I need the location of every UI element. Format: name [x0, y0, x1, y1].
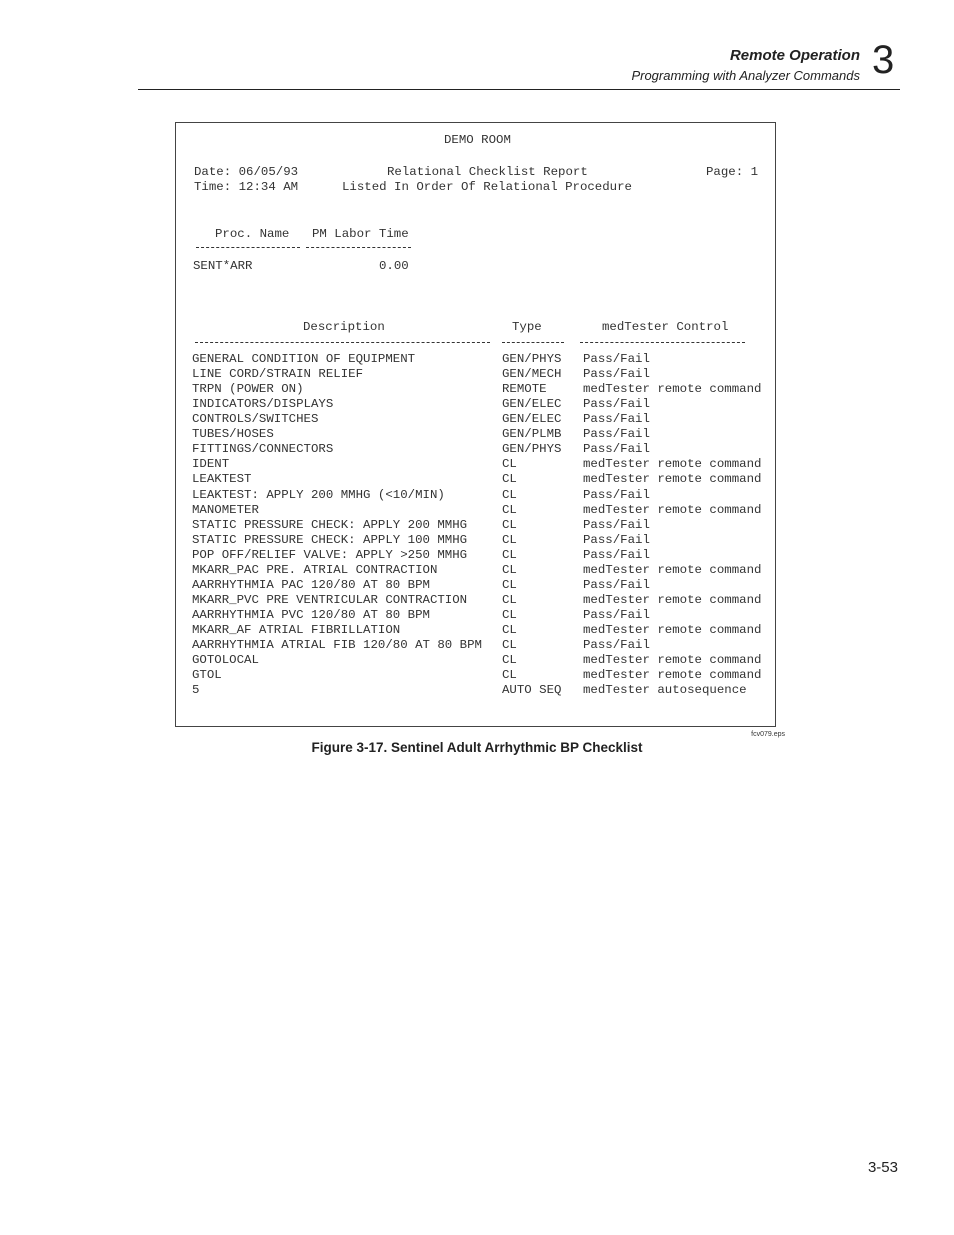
row-control: Pass/Fail: [583, 577, 650, 592]
row-type: GEN/ELEC: [502, 412, 562, 427]
row-type: CL: [502, 517, 517, 532]
chapter-number: 3: [872, 38, 895, 82]
row-description: MKARR_PVC PRE VENTRICULAR CONTRACTION: [192, 592, 468, 607]
row-description: LEAKTEST: [192, 472, 252, 487]
row-control: medTester remote command: [583, 502, 762, 517]
row-type: AUTO SEQ: [502, 683, 562, 698]
row-control: medTester remote command: [583, 562, 762, 577]
row-description: AARRHYTHMIA PAC 120/80 AT 80 BPM: [192, 577, 430, 592]
row-description: AARRHYTHMIA ATRIAL FIB 120/80 AT 80 BPM: [192, 638, 482, 652]
row-type: CL: [502, 547, 517, 562]
row-control: Pass/Fail: [583, 638, 650, 652]
row-control: Pass/Fail: [583, 367, 650, 382]
row-description: MKARR_AF ATRIAL FIBRILLATION: [192, 622, 401, 637]
control-underline: [580, 342, 745, 343]
row-control: medTester remote command: [583, 382, 762, 397]
row-description: FITTINGS/CONNECTORS: [192, 442, 334, 457]
labor-time-underline: [306, 247, 411, 248]
proc-name-underline: [196, 247, 300, 248]
report-subtitle: Listed In Order Of Relational Procedure: [342, 180, 632, 194]
row-control: Pass/Fail: [583, 517, 650, 532]
description-header: Description: [303, 320, 385, 334]
row-type: CL: [502, 532, 517, 547]
row-type: GEN/PLMB: [502, 427, 562, 442]
row-type: GEN/PHYS: [502, 442, 562, 457]
row-description: LEAKTEST: APPLY 200 MMHG (<10/MIN): [192, 487, 445, 502]
report-date: Date: 06/05/93: [194, 165, 299, 179]
figure-file-id: fcv079.eps: [751, 731, 785, 738]
report-time: Time: 12:34 AM: [194, 180, 299, 194]
row-description: TUBES/HOSES: [192, 427, 274, 442]
row-description: STATIC PRESSURE CHECK: APPLY 100 MMHG: [192, 532, 468, 547]
header-rule: [138, 89, 900, 90]
page-number: 3-53: [867, 1159, 898, 1176]
row-control: medTester remote command: [583, 653, 762, 667]
row-control: medTester remote command: [583, 592, 762, 607]
section-title: Remote Operation: [729, 47, 860, 64]
report-title: Relational Checklist Report: [387, 165, 588, 179]
report-figure: [175, 122, 776, 727]
row-description: LINE CORD/STRAIN RELIEF: [192, 367, 364, 382]
row-description: AARRHYTHMIA PVC 120/80 AT 80 BPM: [192, 607, 430, 622]
row-control: Pass/Fail: [583, 547, 650, 562]
row-control: Pass/Fail: [583, 352, 650, 366]
row-description: IDENT: [192, 457, 230, 472]
pm-labor-time-header: PM Labor Time: [312, 227, 409, 241]
row-description: 5: [192, 683, 200, 698]
row-control: medTester remote command: [583, 622, 762, 637]
row-type: CL: [502, 668, 517, 682]
row-description: INDICATORS/DISPLAYS: [192, 397, 334, 412]
labor-time-value: 0.00: [379, 259, 409, 273]
row-description: GOTOLOCAL: [192, 653, 259, 667]
row-control: medTester remote command: [583, 457, 762, 472]
row-description: POP OFF/RELIEF VALVE: APPLY >250 MMHG: [192, 547, 468, 562]
row-description: MKARR_PAC PRE. ATRIAL CONTRACTION: [192, 562, 438, 577]
section-subtitle: Programming with Analyzer Commands: [631, 68, 860, 83]
row-control: Pass/Fail: [583, 427, 650, 442]
report-page: Page: 1: [706, 165, 759, 179]
report-site: DEMO ROOM: [444, 133, 511, 147]
row-type: GEN/PHYS: [502, 352, 562, 366]
row-type: CL: [502, 457, 517, 472]
row-control: Pass/Fail: [583, 412, 650, 427]
row-control: Pass/Fail: [583, 442, 650, 457]
type-header: Type: [512, 320, 542, 334]
proc-name-value: SENT*ARR: [193, 259, 253, 273]
row-type: GEN/ELEC: [502, 397, 562, 412]
row-description: MANOMETER: [192, 502, 259, 517]
row-description: GTOL: [192, 668, 222, 682]
row-type: CL: [502, 592, 517, 607]
row-type: CL: [502, 472, 517, 487]
row-control: Pass/Fail: [583, 532, 650, 547]
proc-name-header: Proc. Name: [215, 227, 290, 241]
row-control: medTester autosequence: [583, 683, 747, 698]
row-description: GENERAL CONDITION OF EQUIPMENT: [192, 352, 416, 366]
row-control: Pass/Fail: [583, 487, 650, 502]
row-description: CONTROLS/SWITCHES: [192, 412, 319, 427]
row-control: medTester remote command: [583, 668, 762, 682]
row-type: CL: [502, 622, 517, 637]
figure-caption: Figure 3-17. Sentinel Adult Arrhythmic BP Checklist: [311, 740, 643, 755]
row-type: CL: [502, 577, 517, 592]
row-description: STATIC PRESSURE CHECK: APPLY 200 MMHG: [192, 517, 468, 532]
row-control: Pass/Fail: [583, 607, 650, 622]
row-type: CL: [502, 638, 517, 652]
row-type: CL: [502, 487, 517, 502]
row-description: TRPN (POWER ON): [192, 382, 304, 397]
type-underline: [502, 342, 564, 343]
row-type: CL: [502, 502, 517, 517]
control-header: medTester Control: [602, 320, 729, 334]
row-type: GEN/MECH: [502, 367, 562, 382]
row-type: REMOTE: [502, 382, 547, 397]
row-type: CL: [502, 607, 517, 622]
row-control: medTester remote command: [583, 472, 762, 487]
row-control: Pass/Fail: [583, 397, 650, 412]
description-underline: [195, 342, 490, 343]
row-type: CL: [502, 562, 517, 577]
row-type: CL: [502, 653, 517, 667]
